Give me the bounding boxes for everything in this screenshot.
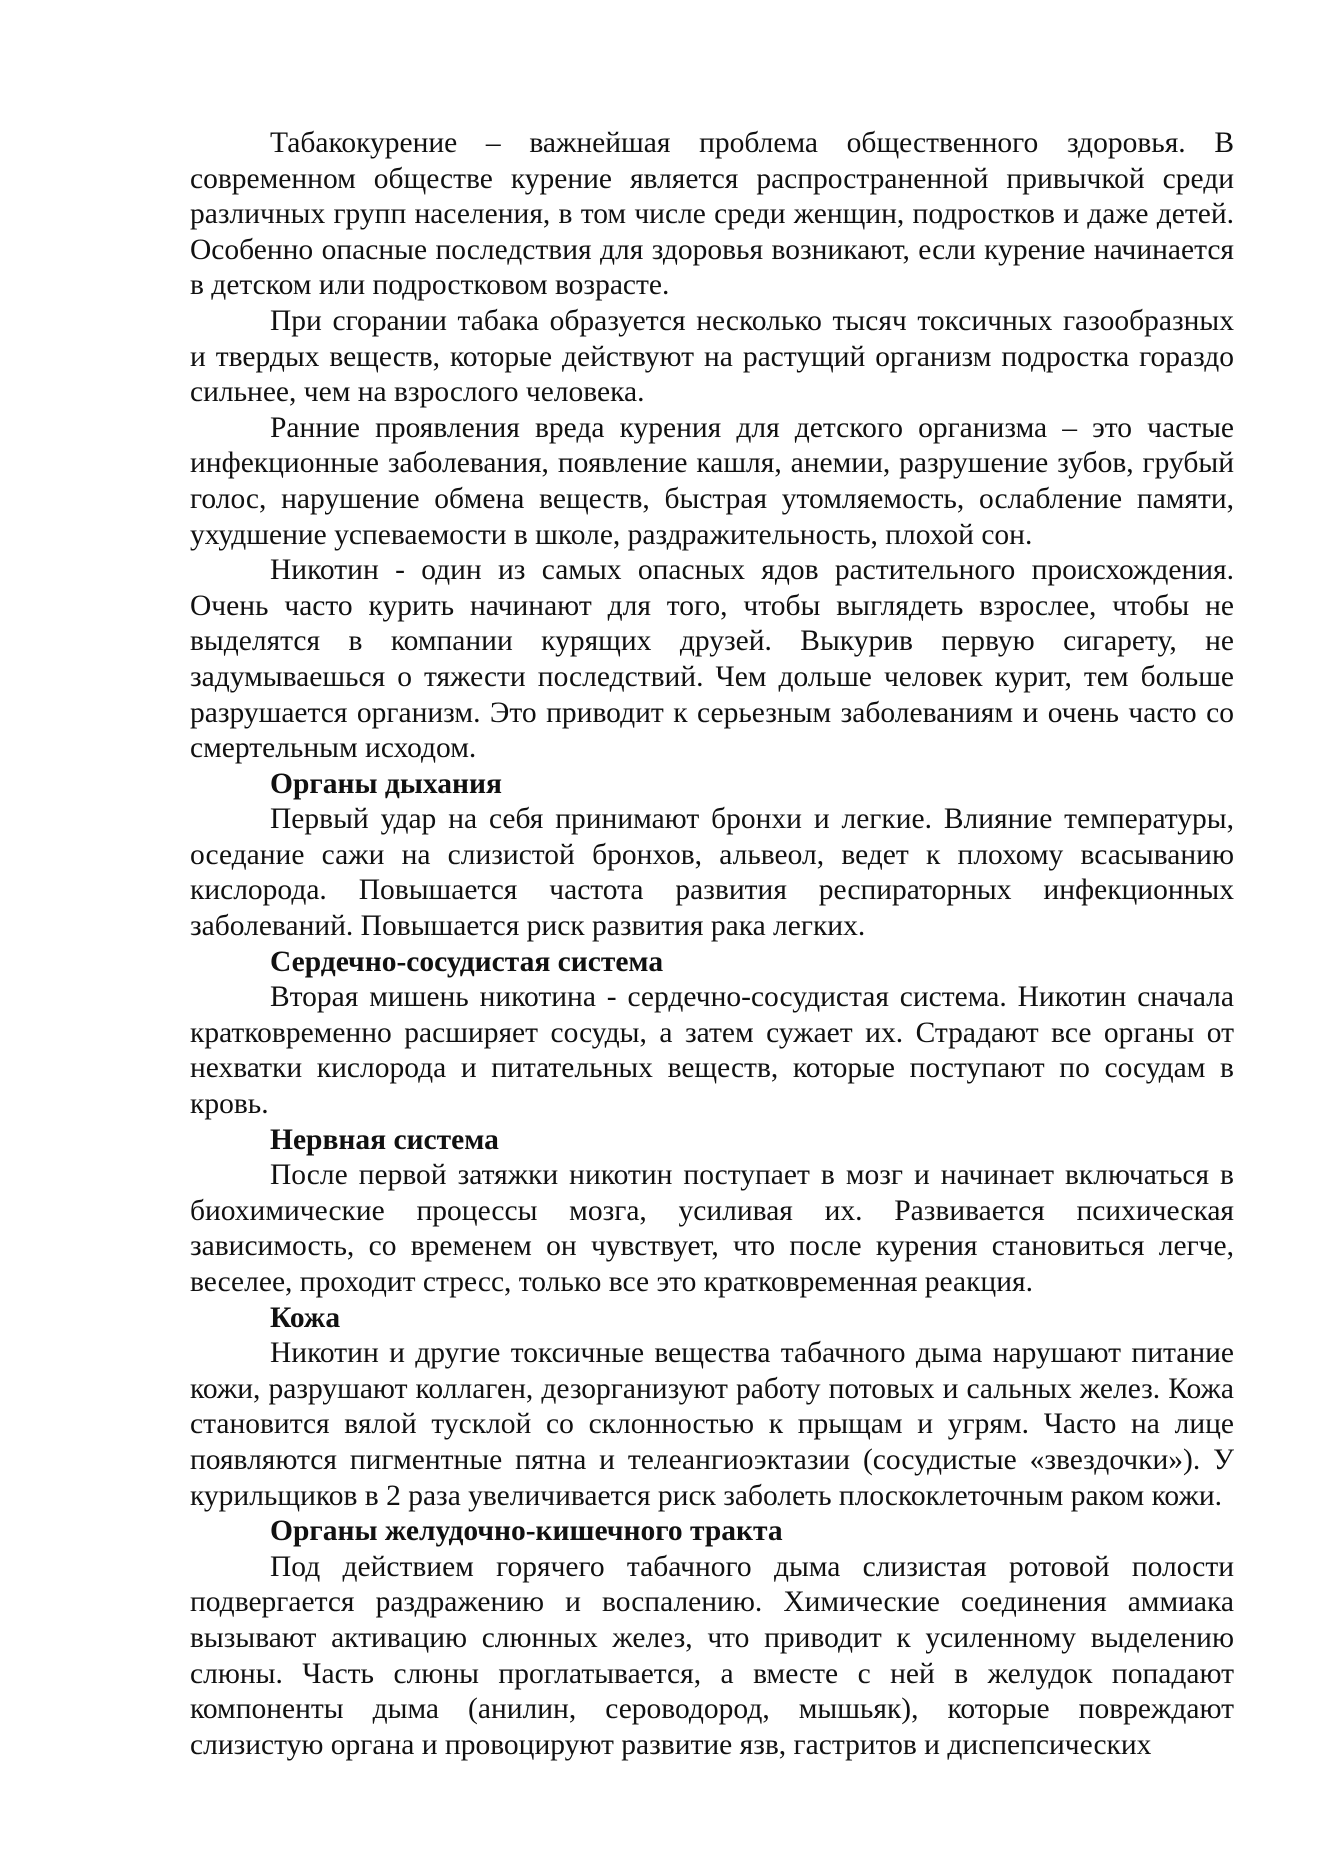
paragraph: Никотин и другие токсичные вещества табачного дыма нарушают питание кожи, разрушают коллаген, дезорганизуют работу потовых и сальных желез. Кожа становится вялой тусклой со склонностью к прыщам и угрям. Часто на лице появляются пигментные пятна и телеангиоэктазии (сосудистые «звездочки»). У курильщиков в 2 раза увеличивается риск заболеть плоскоклеточным раком кожи. xyxy=(190,1337,1234,1512)
paragraph: Вторая мишень никотина - сердечно-сосудистая система. Никотин сначала кратковременно расширяет сосуды, а затем сужает их. Страдают все органы от нехватки кислорода и питательных веществ, которые поступают по сосудам в кровь. xyxy=(190,981,1234,1121)
paragraph: Никотин - один из самых опасных ядов растительного происхождения. Очень часто курить начинают для того, чтобы выглядеть взрослее, чтобы не выделятся в компании курящих друзей. Выкурив первую сигарету, не задумываешься о тяжести последствий. Чем дольше человек курит, тем больше разрушается организм. Это приводит к серьезным заболеваниям и очень часто со смертельным исходом. xyxy=(190,554,1234,765)
section-heading: Сердечно-сосудистая система xyxy=(270,945,664,978)
section-heading: Кожа xyxy=(270,1301,341,1334)
section-heading: Нервная система xyxy=(270,1123,499,1156)
document-page xyxy=(190,126,1234,1763)
paragraph: Ранние проявления вреда курения для детского организма – это частые инфекционные заболевания, появление кашля, анемии, разрушение зубов, грубый голос, нарушение обмена веществ, быстрая утомляемость, ослабление памяти, ухудшение успеваемости в школе, раздражительность, плохой сон. xyxy=(190,411,1234,551)
paragraph: При сгорании табака образуется несколько тысяч токсичных газообразных и твердых веществ, которые действуют на растущий организм подростка гораздо сильнее, чем на взрослого человека. xyxy=(190,304,1234,409)
paragraph: Под действием горячего табачного дыма слизистая ротовой полости подвергается раздражению и воспалению. Химические соединения аммиака вызывают активацию слюнных желез, что приводит к усиленному выделению слюны. Часть слюны проглатывается, а вместе с ней в желудок попадают компоненты дыма (анилин, сероводород, мышьяк), которые повреждают слизистую органа и провоцируют развитие язв, гастритов и диспепсических xyxy=(190,1550,1234,1761)
section-heading: Органы желудочно-кишечного тракта xyxy=(270,1515,783,1548)
section-heading: Органы дыхания xyxy=(270,767,502,800)
paragraph: Первый удар на себя принимают бронхи и легкие. Влияние температуры, оседание сажи на слизистой бронхов, альвеол, ведет к плохому всасыванию кислорода. Повышается частота развития респираторных инфекционных заболеваний. Повышается риск развития рака легких. xyxy=(190,803,1234,943)
paragraph: Табакокурение – важнейшая проблема общественного здоровья. В современном обществе курение является распространенной привычкой среди различных групп населения, в том числе среди женщин, подростков и даже детей. Особенно опасные последствия для здоровья возникают, если курение начинается в детском или подростковом возрасте. xyxy=(190,127,1234,302)
paragraph: После первой затяжки никотин поступает в мозг и начинает включаться в биохимические процессы мозга, усиливая их. Развивается психическая зависимость, со временем он чувствует, что после курения становиться легче, веселее, проходит стресс, только все это кратковременная реакция. xyxy=(190,1159,1234,1298)
